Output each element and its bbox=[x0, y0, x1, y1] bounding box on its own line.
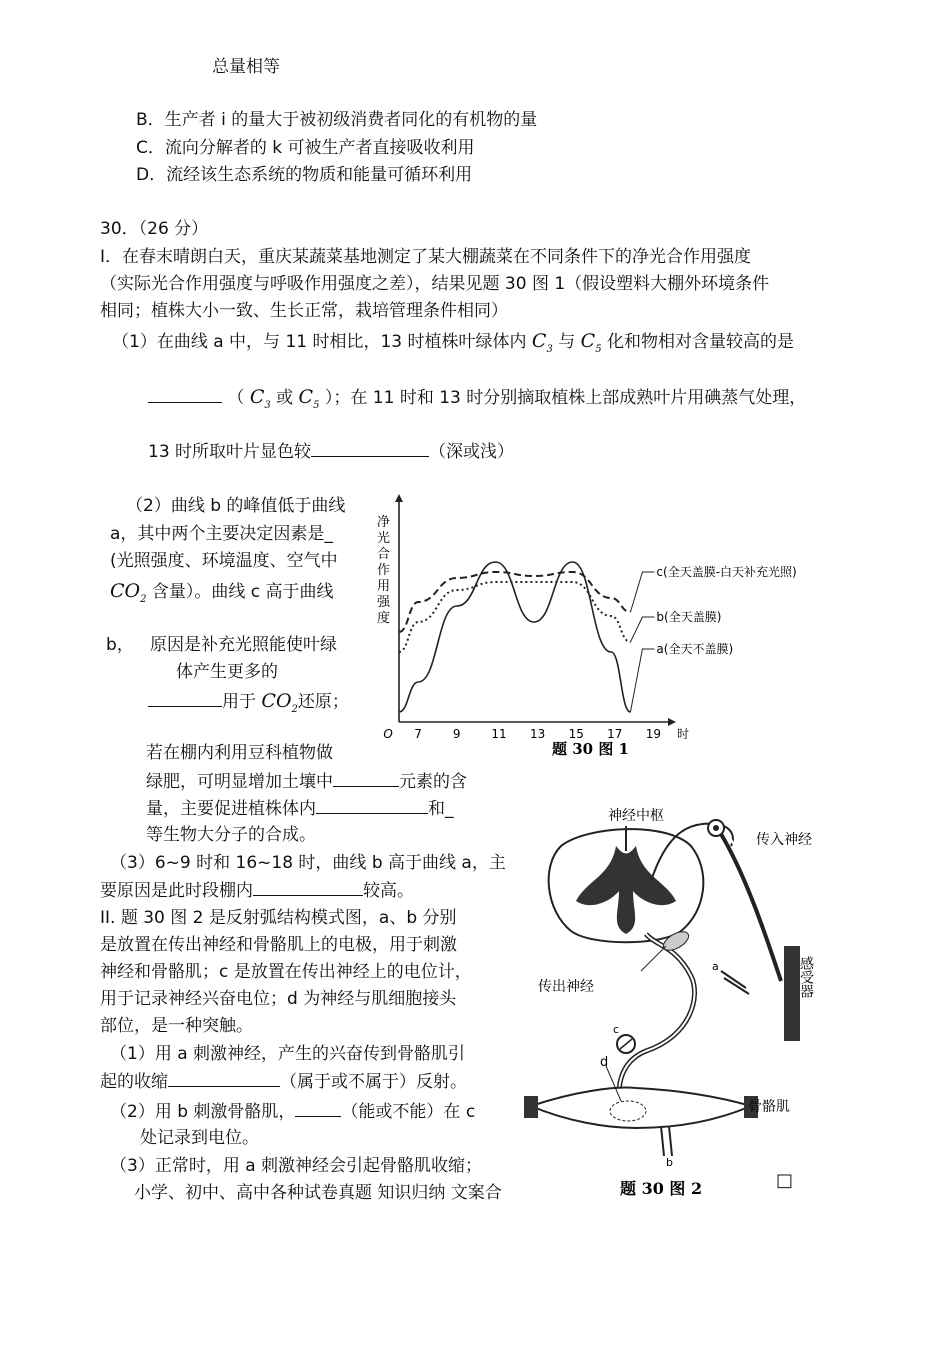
answer-blank-1[interactable] bbox=[148, 386, 222, 403]
label-efferent: 传出神经 bbox=[538, 979, 594, 995]
sub2-line3: (光照强度、环境温度、空气中 bbox=[110, 551, 338, 571]
figure-30-1-chart bbox=[372, 492, 840, 764]
sub1-line1 bbox=[112, 330, 794, 361]
label-muscle: 骨骼肌 bbox=[748, 1099, 790, 1115]
sub2-line2: a，其中两个主要决定因素是_ bbox=[110, 524, 333, 544]
sub2-line6: 体产生更多的 bbox=[176, 662, 278, 682]
co2-symbol: $CO_2$ bbox=[110, 580, 147, 605]
figure-2-caption: 题 30 图 2 bbox=[620, 1179, 703, 1198]
partii-line3: 神经和骨骼肌；c 是放置在传出神经上的电位计， bbox=[100, 962, 472, 982]
c5-symbol: $C_5$ bbox=[580, 330, 602, 355]
footer-text: 小学、初中、高中各种试卷真题 知识归纳 文案合 bbox=[134, 1183, 502, 1203]
sub2-line4: $CO_2$ 含量）。曲线 c 高于曲线 bbox=[110, 580, 334, 605]
ii2-line1: （2）用 b 刺激骨骼肌， （能或不能）在 c bbox=[110, 1102, 476, 1122]
legend-leader bbox=[630, 572, 654, 612]
y-label-char: 合 bbox=[377, 547, 391, 562]
x-axis-label: 时 bbox=[677, 727, 690, 741]
label-receptor: 感受器 bbox=[798, 956, 814, 998]
x-tick-label: 15 bbox=[568, 727, 584, 741]
c5-option: $C_5$ bbox=[298, 386, 320, 411]
part1-line3: 相同；植株大小一致、生长正常，栽培管理条件相同） bbox=[100, 301, 508, 321]
x-axis-arrow bbox=[668, 718, 676, 726]
sub2-line9: 绿肥，可明显增加土壤中 元素的含 bbox=[146, 772, 467, 792]
co2-symbol-2: $CO_2$ bbox=[261, 690, 298, 715]
y-label-char: 净 bbox=[377, 515, 391, 530]
c3-symbol: $C_3$ bbox=[531, 330, 553, 355]
label-center: 神经中枢 bbox=[608, 808, 664, 824]
x-tick-label: 13 bbox=[530, 727, 546, 741]
ii2-line2: 处记录到电位。 bbox=[140, 1128, 259, 1148]
y-label-char: 光 bbox=[377, 531, 391, 546]
x-tick-label: 9 bbox=[452, 727, 461, 741]
partii-line2: 是放置在传出神经和骨骼肌上的电极，用于刺激 bbox=[100, 935, 457, 955]
box-glyph: □ bbox=[776, 1170, 794, 1191]
partii-line1: II. 题 30 图 2 是反射弧结构模式图，a、b 分别 bbox=[100, 908, 457, 928]
c3-option: $C_3$ bbox=[249, 386, 271, 411]
figure-30-2-reflex-arc bbox=[516, 806, 846, 1206]
option-c: C．流向分解者的 k 可被生产者直接吸收利用 bbox=[136, 138, 475, 158]
label-c: c bbox=[613, 1023, 620, 1036]
sub1-text: （1）在曲线 a 中，与 11 时相比，13 时植株叶绿体内 bbox=[112, 332, 527, 352]
sub2-line8: 若在棚内利用豆科植物做 bbox=[146, 743, 333, 763]
and-text: 与 bbox=[558, 332, 576, 352]
option-d: D．流经该生态系统的物质和能量可循环利用 bbox=[136, 165, 473, 185]
ii1-line1: （1）用 a 刺激神经，产生的兴奋传到骨骼肌引 bbox=[110, 1044, 466, 1064]
part1-line2: （实际光合作用强度与呼吸作用强度之差），结果见题 30 图 1（假设塑料大棚外环境条件 bbox=[100, 274, 770, 294]
answer-blank-5[interactable] bbox=[316, 797, 428, 814]
label-a: a bbox=[712, 960, 719, 973]
partii-line4: 用于记录神经兴奋电位；d 为神经与肌细胞接头 bbox=[100, 989, 457, 1009]
legend-leader bbox=[630, 617, 654, 642]
y-label-char: 作 bbox=[377, 563, 391, 578]
line-total-equal: 总量相等 bbox=[212, 57, 280, 77]
x-tick-label: 11 bbox=[491, 727, 507, 741]
answer-blank-3[interactable] bbox=[148, 690, 222, 707]
answer-blank-8[interactable] bbox=[295, 1100, 341, 1117]
x-tick-label: O bbox=[383, 727, 393, 741]
legend-label: b(全天盖膜) bbox=[656, 610, 722, 624]
answer-blank-7[interactable] bbox=[168, 1070, 280, 1087]
sub2-line7: 用于 $CO_2$还原； bbox=[148, 690, 349, 721]
option-b: B．生产者 i 的量大于被初级消费者同化的有机物的量 bbox=[136, 110, 538, 130]
ii1-line2: 起的收缩 （属于或不属于）反射。 bbox=[100, 1072, 467, 1092]
question-30-header: 30．（26 分） bbox=[100, 219, 209, 239]
answer-blank-2[interactable] bbox=[311, 440, 429, 457]
answer-blank-6[interactable] bbox=[253, 879, 363, 896]
sub2-line10: 量，主要促进植株体内 和_ bbox=[146, 799, 454, 819]
sub1-line2: （ $C_3$ 或 $C_5$ ）；在 11 时和 13 时分别摘取植株上部成熟叶片用碘蒸气处理， bbox=[148, 386, 806, 417]
label-b: b bbox=[666, 1156, 673, 1169]
x-tick-label: 19 bbox=[645, 727, 661, 741]
spinal-cord bbox=[549, 826, 704, 942]
sub1-line3: 13 时所取叶片显色较 （深或浅） bbox=[148, 442, 515, 462]
legend-label: a(全天不盖膜) bbox=[656, 642, 734, 656]
label-afferent: 传入神经 bbox=[756, 832, 812, 848]
sub2-b: b， bbox=[106, 635, 134, 655]
part1-line1: I．在春末晴朗白天，重庆某蔬菜基地测定了某大棚蔬菜在不同条件下的净光合作用强度 bbox=[100, 247, 752, 267]
sub3-line2: 要原因是此时段棚内 较高。 bbox=[100, 881, 414, 901]
ii3-line1: （3）正常时，用 a 刺激神经会引起骨骼肌收缩； bbox=[110, 1156, 483, 1176]
y-label-char: 强 bbox=[377, 595, 391, 610]
answer-blank-4[interactable] bbox=[333, 770, 399, 787]
sub2-line1: （2）曲线 b 的峰值低于曲线 bbox=[126, 496, 346, 516]
legend-label: c(全天盖膜-白天补充光照) bbox=[656, 565, 797, 579]
y-label-char: 用 bbox=[377, 579, 391, 594]
y-label-char: 度 bbox=[377, 611, 391, 626]
y-axis-arrow bbox=[395, 494, 403, 502]
sub1-text-end: 化和物相对含量较高的是 bbox=[606, 332, 794, 352]
x-tick-label: 17 bbox=[607, 727, 623, 741]
legend-leader bbox=[630, 649, 654, 712]
skeletal-muscle bbox=[531, 1088, 751, 1128]
partii-line5: 部位，是一种突触。 bbox=[100, 1016, 253, 1036]
chart-caption: 题 30 图 1 bbox=[552, 740, 629, 758]
sub3-line1: （3）6~9 时和 16~18 时，曲线 b 高于曲线 a，主 bbox=[110, 853, 506, 873]
x-tick-label: 7 bbox=[414, 727, 422, 741]
series-line bbox=[399, 562, 630, 712]
sub2-line11: 等生物大分子的合成。 bbox=[146, 825, 316, 845]
sub2-line5: 原因是补充光照能使叶绿 bbox=[150, 635, 337, 655]
label-d: d bbox=[600, 1055, 609, 1070]
